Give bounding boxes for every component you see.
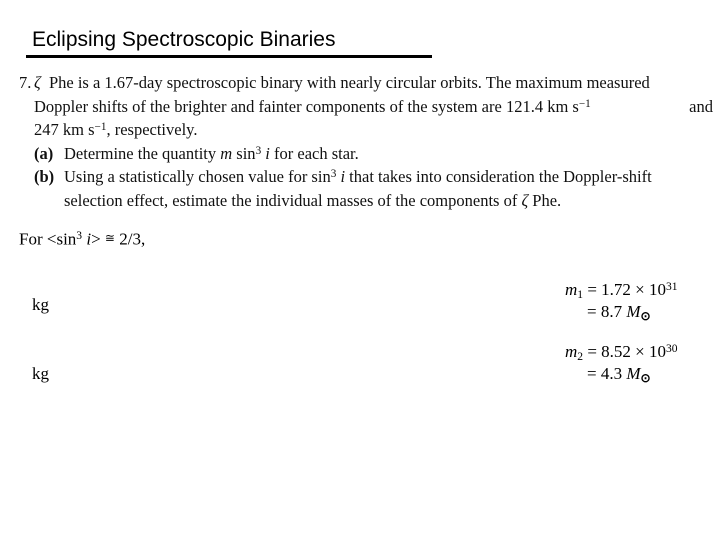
part-a-m: m — [220, 143, 233, 163]
approx-symbol: ≅ — [104, 231, 115, 245]
result-2-mass-line — [565, 341, 678, 363]
part-a — [19, 142, 719, 166]
part-b-text-post: that takes into consideration the Doppler-shift — [345, 167, 652, 186]
given-i: i — [82, 229, 92, 249]
problem-line-3-tail: , respectively. — [106, 120, 198, 139]
result-2-var: m — [565, 342, 578, 361]
result-1-exp: 31 — [666, 279, 678, 293]
result-2-exp: 30 — [666, 341, 678, 355]
part-b-line-2 — [19, 189, 719, 213]
problem-line-1 — [19, 71, 719, 95]
result-1-sub: 1 — [577, 287, 584, 301]
result-1-var: m — [565, 280, 578, 299]
result-1-solar-eq: = 8.7 — [587, 302, 627, 321]
result-1 — [565, 279, 678, 327]
result-1-unit: kg — [32, 295, 49, 314]
result-2-solar-line — [565, 363, 678, 389]
problem-statement — [19, 71, 719, 212]
part-b-line-2-pre: selection effect, estimate the individual masses of the components of — [64, 190, 522, 210]
problem-line-2-and: and — [689, 96, 713, 116]
problem-line-1-text: Phe is a 1.67-day spectroscopic binary with nearly circular orbits. The maximum measured — [48, 73, 650, 92]
result-2-unit: kg — [32, 364, 49, 383]
part-a-exponent: 3 — [255, 144, 262, 157]
result-1-mass-line — [565, 279, 678, 301]
part-b-label: (b) — [34, 167, 55, 186]
sun-symbol-icon: ⊙ — [640, 309, 651, 323]
given-post: > — [91, 229, 105, 249]
problem-line-2 — [19, 95, 719, 119]
part-b-i: i — [336, 167, 346, 186]
given-exponent: 3 — [76, 229, 83, 243]
part-a-text-pre: Determine the quantity — [64, 143, 221, 163]
line-2-exponent: −1 — [578, 97, 591, 110]
slide-title: Eclipsing Spectroscopic Binaries — [32, 28, 336, 51]
part-b-zeta: ζ — [521, 190, 529, 210]
result-2-eq: = 8.52 × 10 — [583, 342, 666, 361]
title-underline — [26, 55, 432, 58]
problem-line-3-text: 247 km s — [34, 120, 95, 139]
part-a-sin: sin — [232, 143, 256, 163]
result-2 — [565, 341, 678, 389]
result-1-solar-var: M — [626, 302, 641, 321]
sun-symbol-icon: ⊙ — [640, 371, 651, 385]
given-assumption — [19, 226, 145, 251]
result-1-solar-line — [565, 301, 678, 327]
part-b-exponent: 3 — [330, 167, 337, 180]
part-a-i: i — [261, 143, 270, 163]
problem-line-2-text: Doppler shifts of the brighter and fainter components of the system are 121.4 km s — [34, 96, 579, 116]
result-2-solar-var: M — [626, 364, 641, 383]
result-2-sub: 2 — [577, 349, 584, 363]
part-b-line-2-post: Phe. — [528, 190, 562, 210]
given-value: 2/3, — [114, 229, 146, 249]
part-b-line-1 — [19, 165, 719, 189]
given-pre: For <sin — [19, 229, 77, 249]
result-2-solar-eq: = 4.3 — [587, 364, 627, 383]
part-a-label: (a) — [34, 143, 54, 163]
part-a-text-post: for each star. — [269, 143, 359, 163]
result-1-eq: = 1.72 × 10 — [583, 280, 666, 299]
part-b-text-pre: Using a statistically chosen value for sin — [64, 167, 331, 186]
zeta-symbol: ζ — [34, 73, 41, 92]
problem-number: 7. — [19, 73, 32, 92]
line-3-exponent: −1 — [94, 120, 107, 133]
problem-line-3 — [19, 118, 719, 142]
